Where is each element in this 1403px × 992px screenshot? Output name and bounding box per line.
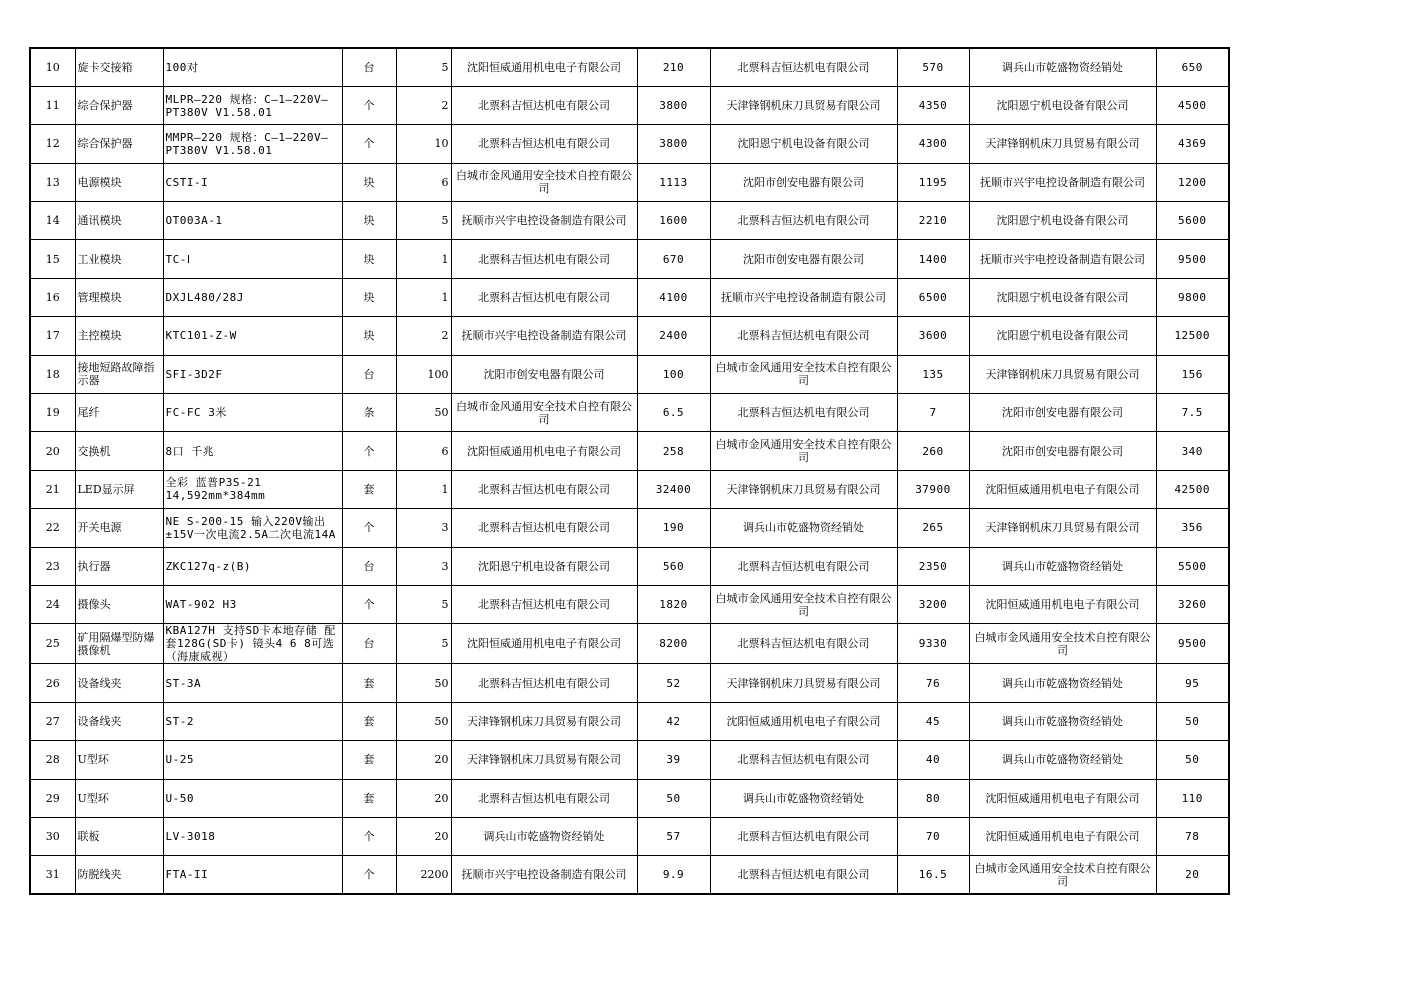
price-1-cell: 57: [637, 817, 710, 855]
item-name-cell: 尾纤: [75, 394, 163, 432]
price-3-cell: 9500: [1156, 240, 1229, 278]
item-name-cell: 防脱线夹: [75, 856, 163, 894]
price-1-cell: 258: [637, 432, 710, 470]
price-2-cell: 265: [897, 509, 969, 547]
supplier-3-cell: 调兵山市乾盛物资经销处: [969, 547, 1156, 585]
item-spec-cell: TC-Ⅰ: [163, 240, 342, 278]
item-quantity-cell: 20: [396, 741, 451, 779]
row-number-cell: 11: [30, 86, 75, 124]
price-1-cell: 100: [637, 355, 710, 393]
supplier-3-cell: 沈阳恩宁机电设备有限公司: [969, 317, 1156, 355]
item-name-cell: 综合保护器: [75, 86, 163, 124]
supplier-2-cell: 北票科吉恒达机电有限公司: [710, 317, 897, 355]
price-2-cell: 45: [897, 702, 969, 740]
table-row: [30, 355, 1229, 393]
table-row: [30, 394, 1229, 432]
price-2-cell: 16.5: [897, 856, 969, 894]
supplier-1-cell: 沈阳恒威通用机电电子有限公司: [451, 48, 637, 86]
item-quantity-cell: 3: [396, 547, 451, 585]
supplier-1-cell: 北票科吉恒达机电有限公司: [451, 585, 637, 623]
supplier-2-cell: 沈阳恩宁机电设备有限公司: [710, 125, 897, 163]
supplier-1-cell: 天津锋钢机床刀具贸易有限公司: [451, 702, 637, 740]
supplier-2-cell: 北票科吉恒达机电有限公司: [710, 817, 897, 855]
item-name-cell: 主控模块: [75, 317, 163, 355]
price-1-cell: 4100: [637, 278, 710, 316]
price-2-cell: 6500: [897, 278, 969, 316]
price-2-cell: 4350: [897, 86, 969, 124]
row-number-cell: 26: [30, 664, 75, 702]
supplier-1-cell: 沈阳市创安电器有限公司: [451, 355, 637, 393]
price-3-cell: 356: [1156, 509, 1229, 547]
supplier-3-cell: 调兵山市乾盛物资经销处: [969, 664, 1156, 702]
price-1-cell: 39: [637, 741, 710, 779]
row-number-cell: 31: [30, 856, 75, 894]
row-number-cell: 20: [30, 432, 75, 470]
item-name-cell: 矿用隔爆型防爆摄像机: [75, 624, 163, 664]
price-3-cell: 95: [1156, 664, 1229, 702]
price-1-cell: 210: [637, 48, 710, 86]
price-2-cell: 260: [897, 432, 969, 470]
price-1-cell: 32400: [637, 470, 710, 508]
item-unit-cell: 块: [342, 163, 396, 201]
item-spec-cell: WAT-902 H3: [163, 585, 342, 623]
item-quantity-cell: 2200: [396, 856, 451, 894]
item-quantity-cell: 50: [396, 702, 451, 740]
item-spec-cell: KTC101-Z-W: [163, 317, 342, 355]
price-3-cell: 110: [1156, 779, 1229, 817]
price-3-cell: 50: [1156, 741, 1229, 779]
supplier-3-cell: 沈阳恩宁机电设备有限公司: [969, 86, 1156, 124]
price-3-cell: 7.5: [1156, 394, 1229, 432]
price-3-cell: 20: [1156, 856, 1229, 894]
supplier-3-cell: 沈阳恒威通用机电电子有限公司: [969, 817, 1156, 855]
price-1-cell: 1113: [637, 163, 710, 201]
item-quantity-cell: 5: [396, 624, 451, 664]
price-2-cell: 135: [897, 355, 969, 393]
price-1-cell: 560: [637, 547, 710, 585]
item-quantity-cell: 50: [396, 394, 451, 432]
item-unit-cell: 个: [342, 817, 396, 855]
price-2-cell: 76: [897, 664, 969, 702]
price-3-cell: 9800: [1156, 278, 1229, 316]
price-comparison-table: [29, 47, 1230, 895]
price-1-cell: 1600: [637, 202, 710, 240]
item-unit-cell: 个: [342, 509, 396, 547]
row-number-cell: 23: [30, 547, 75, 585]
item-name-cell: LED显示屏: [75, 470, 163, 508]
item-quantity-cell: 5: [396, 202, 451, 240]
supplier-1-cell: 沈阳恒威通用机电电子有限公司: [451, 624, 637, 664]
item-unit-cell: 台: [342, 547, 396, 585]
price-2-cell: 2210: [897, 202, 969, 240]
item-spec-cell: ZKC127q-z(B): [163, 547, 342, 585]
item-spec-cell: SFI-3D2F: [163, 355, 342, 393]
supplier-3-cell: 天津锋钢机床刀具贸易有限公司: [969, 125, 1156, 163]
item-unit-cell: 个: [342, 125, 396, 163]
row-number-cell: 15: [30, 240, 75, 278]
item-quantity-cell: 5: [396, 48, 451, 86]
item-spec-cell: U-25: [163, 741, 342, 779]
item-name-cell: 电源模块: [75, 163, 163, 201]
supplier-2-cell: 调兵山市乾盛物资经销处: [710, 779, 897, 817]
item-name-cell: 执行器: [75, 547, 163, 585]
row-number-cell: 30: [30, 817, 75, 855]
item-unit-cell: 套: [342, 664, 396, 702]
item-spec-cell: 100对: [163, 48, 342, 86]
row-number-cell: 17: [30, 317, 75, 355]
price-2-cell: 7: [897, 394, 969, 432]
supplier-3-cell: 抚顺市兴宇电控设备制造有限公司: [969, 163, 1156, 201]
supplier-1-cell: 北票科吉恒达机电有限公司: [451, 509, 637, 547]
item-unit-cell: 块: [342, 278, 396, 316]
supplier-1-cell: 北票科吉恒达机电有限公司: [451, 86, 637, 124]
table-row: [30, 547, 1229, 585]
price-2-cell: 37900: [897, 470, 969, 508]
table-row: [30, 240, 1229, 278]
item-spec-cell: U-50: [163, 779, 342, 817]
item-name-cell: 接地短路故障指示器: [75, 355, 163, 393]
supplier-1-cell: 调兵山市乾盛物资经销处: [451, 817, 637, 855]
price-3-cell: 3260: [1156, 585, 1229, 623]
supplier-3-cell: 抚顺市兴宇电控设备制造有限公司: [969, 240, 1156, 278]
supplier-2-cell: 沈阳市创安电器有限公司: [710, 163, 897, 201]
supplier-3-cell: 沈阳市创安电器有限公司: [969, 432, 1156, 470]
supplier-1-cell: 抚顺市兴宇电控设备制造有限公司: [451, 856, 637, 894]
supplier-2-cell: 北票科吉恒达机电有限公司: [710, 741, 897, 779]
item-name-cell: 交换机: [75, 432, 163, 470]
row-number-cell: 22: [30, 509, 75, 547]
item-unit-cell: 块: [342, 202, 396, 240]
item-quantity-cell: 10: [396, 125, 451, 163]
supplier-1-cell: 北票科吉恒达机电有限公司: [451, 664, 637, 702]
supplier-3-cell: 天津锋钢机床刀具贸易有限公司: [969, 509, 1156, 547]
item-spec-cell: DXJL480/28J: [163, 278, 342, 316]
supplier-3-cell: 沈阳恒威通用机电电子有限公司: [969, 470, 1156, 508]
item-spec-cell: 全彩 蓝普P3S-21 14,592mm*384mm: [163, 470, 342, 508]
supplier-3-cell: 调兵山市乾盛物资经销处: [969, 48, 1156, 86]
row-number-cell: 14: [30, 202, 75, 240]
price-2-cell: 40: [897, 741, 969, 779]
table-row: [30, 86, 1229, 124]
supplier-2-cell: 北票科吉恒达机电有限公司: [710, 624, 897, 664]
item-unit-cell: 块: [342, 317, 396, 355]
supplier-1-cell: 北票科吉恒达机电有限公司: [451, 240, 637, 278]
item-spec-cell: ST-2: [163, 702, 342, 740]
item-spec-cell: OT003A-1: [163, 202, 342, 240]
supplier-3-cell: 调兵山市乾盛物资经销处: [969, 702, 1156, 740]
item-name-cell: U型环: [75, 741, 163, 779]
supplier-2-cell: 调兵山市乾盛物资经销处: [710, 509, 897, 547]
price-2-cell: 70: [897, 817, 969, 855]
table-row: [30, 856, 1229, 894]
item-name-cell: 开关电源: [75, 509, 163, 547]
price-2-cell: 3200: [897, 585, 969, 623]
item-unit-cell: 个: [342, 86, 396, 124]
supplier-2-cell: 天津锋钢机床刀具贸易有限公司: [710, 86, 897, 124]
supplier-2-cell: 白城市金风通用安全技术自控有限公司: [710, 355, 897, 393]
supplier-1-cell: 白城市金风通用安全技术自控有限公司: [451, 163, 637, 201]
item-name-cell: 摄像头: [75, 585, 163, 623]
price-3-cell: 156: [1156, 355, 1229, 393]
price-2-cell: 3600: [897, 317, 969, 355]
row-number-cell: 25: [30, 624, 75, 664]
item-quantity-cell: 1: [396, 278, 451, 316]
supplier-3-cell: 沈阳恩宁机电设备有限公司: [969, 202, 1156, 240]
item-unit-cell: 套: [342, 741, 396, 779]
item-unit-cell: 个: [342, 856, 396, 894]
item-spec-cell: NE S-200-15 输入220V输出±15V一次电流2.5A二次电流14A: [163, 509, 342, 547]
supplier-2-cell: 沈阳市创安电器有限公司: [710, 240, 897, 278]
item-unit-cell: 台: [342, 624, 396, 664]
item-unit-cell: 台: [342, 355, 396, 393]
item-quantity-cell: 20: [396, 779, 451, 817]
table-row: [30, 509, 1229, 547]
item-quantity-cell: 1: [396, 240, 451, 278]
item-spec-cell: KBA127H 支持SD卡本地存储 配套128G(SD卡) 镜头4 6 8可选（海康威视）: [163, 624, 342, 664]
supplier-3-cell: 沈阳恩宁机电设备有限公司: [969, 278, 1156, 316]
price-2-cell: 4300: [897, 125, 969, 163]
item-spec-cell: LV-3018: [163, 817, 342, 855]
price-3-cell: 50: [1156, 702, 1229, 740]
row-number-cell: 13: [30, 163, 75, 201]
item-name-cell: 设备线夹: [75, 702, 163, 740]
price-1-cell: 3800: [637, 86, 710, 124]
supplier-3-cell: 调兵山市乾盛物资经销处: [969, 741, 1156, 779]
item-spec-cell: ST-3A: [163, 664, 342, 702]
item-quantity-cell: 2: [396, 86, 451, 124]
item-name-cell: 通讯模块: [75, 202, 163, 240]
item-name-cell: 旋卡交接箱: [75, 48, 163, 86]
supplier-3-cell: 沈阳市创安电器有限公司: [969, 394, 1156, 432]
table-row: [30, 817, 1229, 855]
price-3-cell: 42500: [1156, 470, 1229, 508]
price-1-cell: 50: [637, 779, 710, 817]
table-row: [30, 779, 1229, 817]
item-unit-cell: 套: [342, 779, 396, 817]
item-quantity-cell: 100: [396, 355, 451, 393]
table-row: [30, 48, 1229, 86]
supplier-1-cell: 北票科吉恒达机电有限公司: [451, 470, 637, 508]
item-spec-cell: MLPR—220 规格：C—1—220V—PT380V V1.58.01: [163, 86, 342, 124]
price-1-cell: 42: [637, 702, 710, 740]
item-name-cell: 联板: [75, 817, 163, 855]
price-3-cell: 5500: [1156, 547, 1229, 585]
table-row: [30, 432, 1229, 470]
row-number-cell: 24: [30, 585, 75, 623]
item-quantity-cell: 5: [396, 585, 451, 623]
price-2-cell: 1195: [897, 163, 969, 201]
item-unit-cell: 套: [342, 470, 396, 508]
table-row: [30, 470, 1229, 508]
supplier-3-cell: 天津锋钢机床刀具贸易有限公司: [969, 355, 1156, 393]
supplier-2-cell: 北票科吉恒达机电有限公司: [710, 856, 897, 894]
item-quantity-cell: 50: [396, 664, 451, 702]
price-2-cell: 9330: [897, 624, 969, 664]
item-unit-cell: 块: [342, 240, 396, 278]
table-row: [30, 624, 1229, 664]
row-number-cell: 27: [30, 702, 75, 740]
row-number-cell: 12: [30, 125, 75, 163]
table-row: [30, 585, 1229, 623]
item-quantity-cell: 3: [396, 509, 451, 547]
item-unit-cell: 套: [342, 702, 396, 740]
item-name-cell: 工业模块: [75, 240, 163, 278]
item-spec-cell: CSTI-I: [163, 163, 342, 201]
table-row: [30, 317, 1229, 355]
table-row: [30, 202, 1229, 240]
item-spec-cell: FC-FC 3米: [163, 394, 342, 432]
row-number-cell: 29: [30, 779, 75, 817]
price-3-cell: 5600: [1156, 202, 1229, 240]
row-number-cell: 19: [30, 394, 75, 432]
supplier-1-cell: 北票科吉恒达机电有限公司: [451, 125, 637, 163]
supplier-1-cell: 北票科吉恒达机电有限公司: [451, 779, 637, 817]
price-3-cell: 340: [1156, 432, 1229, 470]
item-spec-cell: 8口 千兆: [163, 432, 342, 470]
price-1-cell: 1820: [637, 585, 710, 623]
price-3-cell: 4369: [1156, 125, 1229, 163]
supplier-1-cell: 天津锋钢机床刀具贸易有限公司: [451, 741, 637, 779]
price-1-cell: 9.9: [637, 856, 710, 894]
item-name-cell: 设备线夹: [75, 664, 163, 702]
item-quantity-cell: 1: [396, 470, 451, 508]
table-body: [30, 48, 1229, 894]
supplier-2-cell: 北票科吉恒达机电有限公司: [710, 394, 897, 432]
price-3-cell: 78: [1156, 817, 1229, 855]
price-2-cell: 2350: [897, 547, 969, 585]
supplier-3-cell: 白城市金风通用安全技术自控有限公司: [969, 856, 1156, 894]
price-1-cell: 8200: [637, 624, 710, 664]
price-3-cell: 1200: [1156, 163, 1229, 201]
item-quantity-cell: 2: [396, 317, 451, 355]
price-1-cell: 190: [637, 509, 710, 547]
price-3-cell: 4500: [1156, 86, 1229, 124]
table-row: [30, 741, 1229, 779]
price-2-cell: 80: [897, 779, 969, 817]
supplier-1-cell: 北票科吉恒达机电有限公司: [451, 278, 637, 316]
price-1-cell: 52: [637, 664, 710, 702]
table-row: [30, 125, 1229, 163]
item-name-cell: 综合保护器: [75, 125, 163, 163]
supplier-1-cell: 沈阳恒威通用机电电子有限公司: [451, 432, 637, 470]
price-1-cell: 3800: [637, 125, 710, 163]
table-row: [30, 702, 1229, 740]
item-spec-cell: FTA-II: [163, 856, 342, 894]
supplier-2-cell: 北票科吉恒达机电有限公司: [710, 202, 897, 240]
supplier-2-cell: 沈阳恒威通用机电电子有限公司: [710, 702, 897, 740]
supplier-3-cell: 沈阳恒威通用机电电子有限公司: [969, 585, 1156, 623]
item-spec-cell: MMPR—220 规格：C—1—220V—PT380V V1.58.01: [163, 125, 342, 163]
supplier-1-cell: 抚顺市兴宇电控设备制造有限公司: [451, 202, 637, 240]
price-2-cell: 570: [897, 48, 969, 86]
table-row: [30, 664, 1229, 702]
table-row: [30, 278, 1229, 316]
row-number-cell: 18: [30, 355, 75, 393]
supplier-2-cell: 北票科吉恒达机电有限公司: [710, 547, 897, 585]
price-3-cell: 12500: [1156, 317, 1229, 355]
supplier-2-cell: 天津锋钢机床刀具贸易有限公司: [710, 470, 897, 508]
row-number-cell: 16: [30, 278, 75, 316]
price-3-cell: 650: [1156, 48, 1229, 86]
supplier-2-cell: 北票科吉恒达机电有限公司: [710, 48, 897, 86]
supplier-2-cell: 白城市金风通用安全技术自控有限公司: [710, 585, 897, 623]
price-1-cell: 6.5: [637, 394, 710, 432]
price-1-cell: 2400: [637, 317, 710, 355]
supplier-2-cell: 天津锋钢机床刀具贸易有限公司: [710, 664, 897, 702]
item-unit-cell: 个: [342, 432, 396, 470]
item-name-cell: U型环: [75, 779, 163, 817]
row-number-cell: 21: [30, 470, 75, 508]
item-name-cell: 管理模块: [75, 278, 163, 316]
item-unit-cell: 台: [342, 48, 396, 86]
supplier-2-cell: 白城市金风通用安全技术自控有限公司: [710, 432, 897, 470]
item-unit-cell: 条: [342, 394, 396, 432]
row-number-cell: 10: [30, 48, 75, 86]
supplier-1-cell: 白城市金风通用安全技术自控有限公司: [451, 394, 637, 432]
item-quantity-cell: 20: [396, 817, 451, 855]
price-1-cell: 670: [637, 240, 710, 278]
supplier-3-cell: 沈阳恒威通用机电电子有限公司: [969, 779, 1156, 817]
table-row: [30, 163, 1229, 201]
price-2-cell: 1400: [897, 240, 969, 278]
item-unit-cell: 个: [342, 585, 396, 623]
row-number-cell: 28: [30, 741, 75, 779]
price-3-cell: 9500: [1156, 624, 1229, 664]
supplier-2-cell: 抚顺市兴宇电控设备制造有限公司: [710, 278, 897, 316]
item-quantity-cell: 6: [396, 432, 451, 470]
supplier-1-cell: 抚顺市兴宇电控设备制造有限公司: [451, 317, 637, 355]
supplier-3-cell: 白城市金风通用安全技术自控有限公司: [969, 624, 1156, 664]
item-quantity-cell: 6: [396, 163, 451, 201]
supplier-1-cell: 沈阳恩宁机电设备有限公司: [451, 547, 637, 585]
